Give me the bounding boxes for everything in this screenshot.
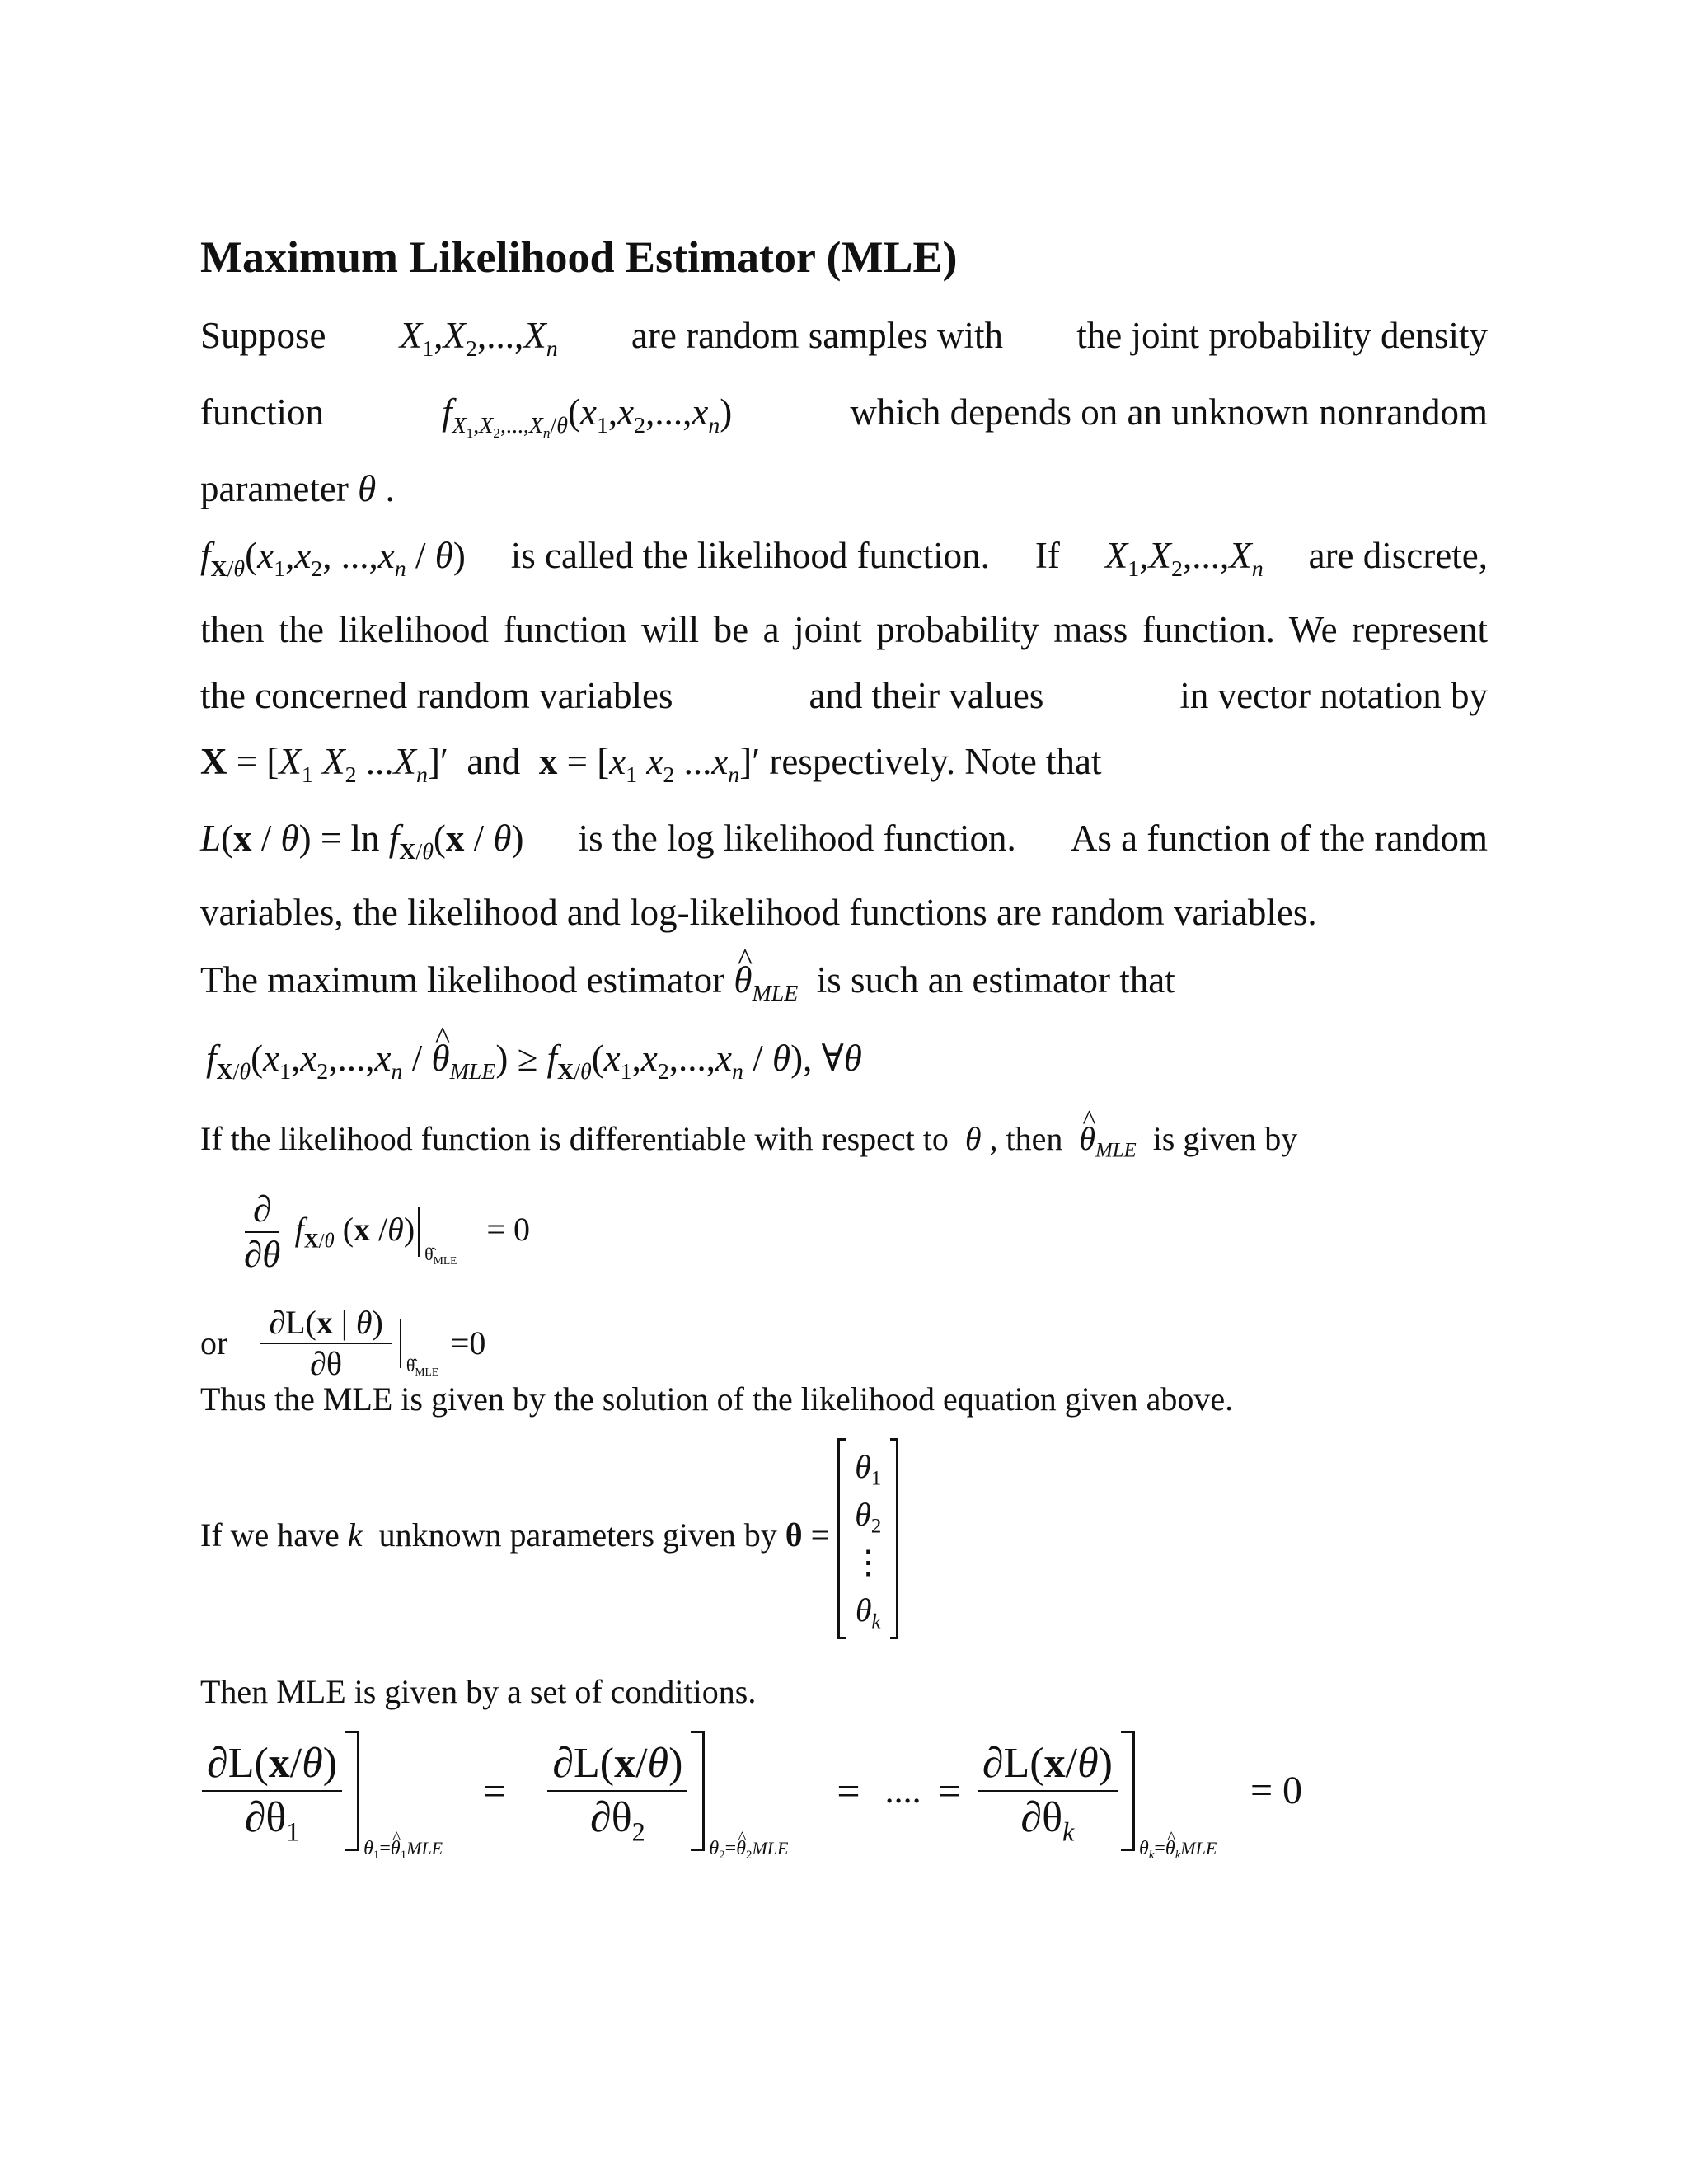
p2-line4: $X = [X_1$ $X_2$ $...X_n]'$ and $x = [x_1$ $x_2$ $...x_n]'$ respectively. Note that (200, 741, 1102, 788)
mle-inequality: $f_{X/\theta}(x_1,x_2,...,x_n$ / ^ $\theta_{MLE}) \ge f_{X/\theta}(x_1,x_2,...,x_n / \theta)$, ∀θ (206, 1040, 862, 1077)
p2-line5: $L(x / \theta) = \ln f_{X/\theta}(x / \theta)$ is the log likelihood function. As a function of the random (200, 818, 1488, 865)
p3-then: Then MLE is given by a set of conditions. (200, 1673, 757, 1710)
math-joint-density: $f_{X_1,X_2,...,X_n/\theta}(x_1,x_2,...,x_n)$ (442, 391, 733, 441)
p1-line2: function $f_{X_1,X_2,...,X_n/\theta}(x_1,x_2,...,x_n)$ which depends on an unknown nonrandom (200, 391, 1488, 441)
p2-line7: The maximum likelihood estimator ^ $\theta_{MLE}$ is such an estimator that (200, 962, 1175, 999)
mle-conditions: ∂L(x/θ) $\partial\theta_1$ $\theta_1=\^{}$ $\theta_1MLE$ = $\frac{\partial L(x/\theta)}{\partial\theta_2}$ $\theta_2=\^{}$ $\theta_2MLE$ = .... = $\frac{\partial L(x/\theta)}{\partial\theta_k}$ $\theta_k=\^{}$ $\theta_kMLE$ = 0 (202, 1731, 1496, 1851)
p3-k-params: If we have k unknown parameters given by θ = $\theta_1$ $\theta_2$ ⋮ $\theta_k$ (200, 1438, 898, 1639)
math-log-likelihood: $L(x / \theta) = \ln f_{X/\theta}(x / \theta)$ (200, 818, 524, 865)
p3-line1: If the likelihood function is differentiable with respect to θ , then ^ $\theta_{MLE}$ is given by (200, 1122, 1297, 1155)
p1-line3: parameter θ . (200, 468, 395, 509)
math-x-seq: $X_1,X_2,...,X_n$ (399, 315, 558, 362)
derivative-eq-2: or $\frac{\partial L(x | \theta)}{\partial\theta}$ $\thetâ_{MLE}$ =0 (200, 1304, 486, 1382)
p3-thus: Thus the MLE is given by the solution of the likelihood equation given above. (200, 1380, 1234, 1418)
page-title: Maximum Likelihood Estimator (MLE) (200, 232, 958, 282)
p2-line3: the concerned random variables and their values in vector notation by (200, 675, 1488, 716)
p2-line2: then the likelihood function will be a joint probability mass function. We represent (200, 609, 1488, 650)
p2-line6: variables, the likelihood and log-likelihood functions are random variables. (200, 892, 1317, 933)
p1-line1: Suppose $X_1,X_2,...,X_n$ are random samples with the joint probability density (200, 315, 1488, 362)
theta-vector: $\theta_1$ $\theta_2$ ⋮ $\theta_k$ (837, 1438, 898, 1639)
math-likelihood: $f_{X/\theta}(x_1,x_2$, $...,x_n / \theta$) (200, 535, 466, 582)
p2-line1: $f_{X/\theta}(x_1,x_2$, $...,x_n / \theta$) is called the likelihood function. If $X_1,X_2,...,X_n$ are discrete, (200, 535, 1488, 582)
derivative-eq-1: $\frac{\partial}{\partial\theta}$ $f_{X/\theta}$ (x /θ) $\thetâ_{MLE}$ = 0 (244, 1188, 530, 1275)
